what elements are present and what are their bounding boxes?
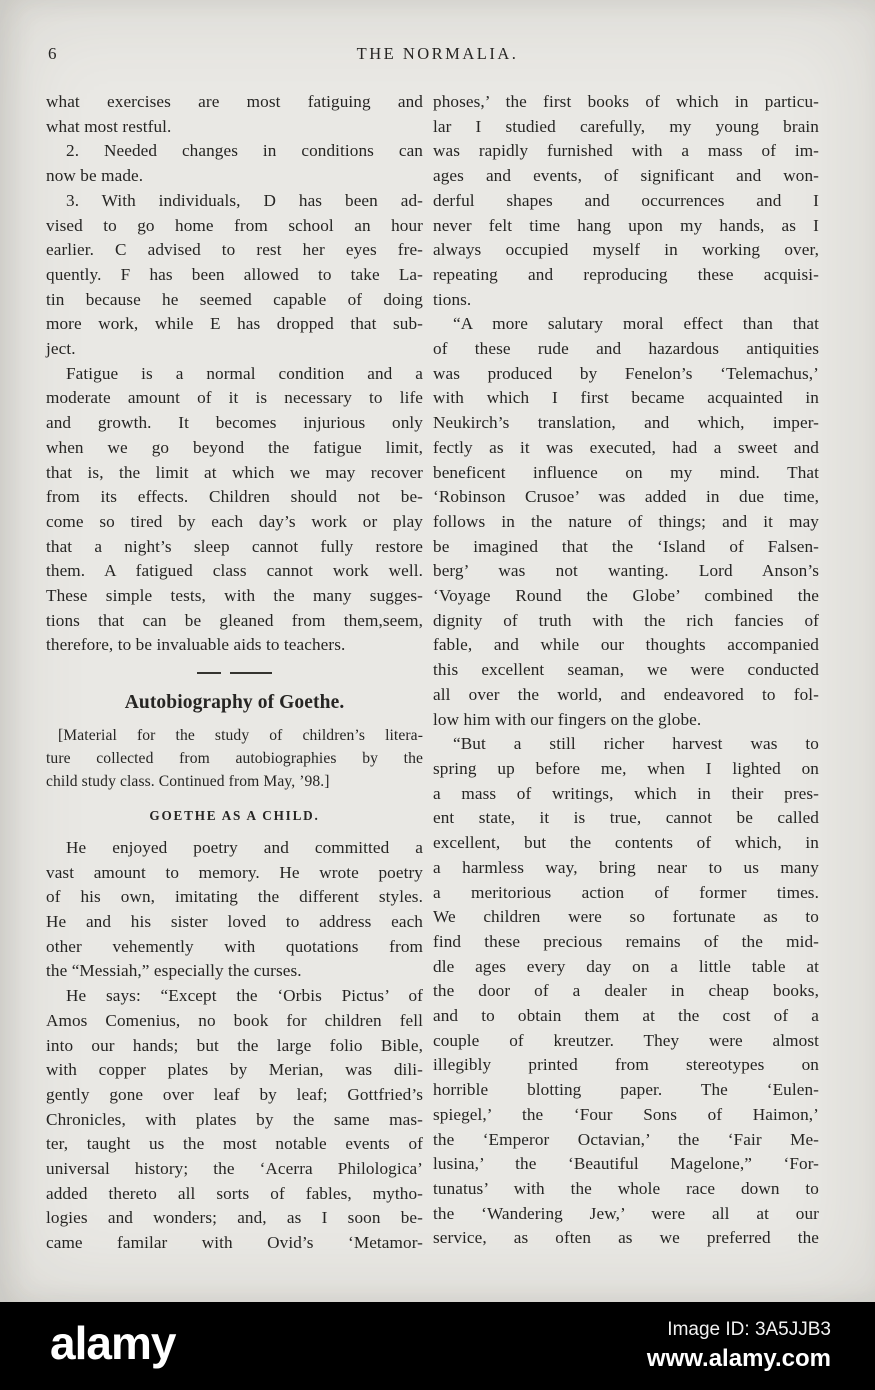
text-line: He enjoyed poetry and committed a — [66, 837, 423, 857]
text-line: 3. With individuals, D has been ad- — [66, 190, 423, 210]
image-id-text: Image ID: 3A5JJB3 — [667, 1319, 831, 1340]
text-line: ‘Voyage Round the Globe’ combined the — [433, 586, 819, 606]
text-line: was produced by Fenelon’s ‘Telemachus,’ — [433, 363, 819, 383]
text-line: ‘Robinson Crusoe’ was added in due time, — [433, 487, 819, 507]
text-line: dle ages every day on a little table at — [433, 956, 819, 976]
text-line: always occupied myself in working over, — [433, 240, 819, 260]
text-line: never felt time hang upon my hands, as I — [433, 215, 819, 235]
text-line: and growth. It becomes injurious only — [46, 413, 423, 433]
text-line: with which I first became acquainted in — [433, 388, 819, 408]
text-line: gently gone over leaf by leaf; Gottfried’s — [46, 1084, 423, 1104]
text-line: fectly as it was executed, had a sweet and — [433, 437, 819, 457]
text-line: service, as often as we preferred the — [433, 1228, 819, 1248]
text-line: repeating and reproducing these acquisi- — [433, 264, 819, 284]
text-line: ture collected from autobiographies by the — [46, 750, 423, 768]
text-line: We children were so fortunate as to — [433, 907, 819, 927]
text-line: therefore, to be invaluable aids to teachers. — [46, 635, 346, 655]
text-line: the ‘Wandering Jew,’ were all at our — [433, 1203, 819, 1223]
article-body-block — [46, 836, 423, 1256]
text-line: logies and wonders; and, as I soon be- — [46, 1208, 423, 1228]
text-line: come so tired by each day’s work or play — [46, 511, 423, 531]
text-line: earlier. C advised to rest her eyes fre- — [46, 240, 423, 260]
text-line: berg’ was not wanting. Lord Anson’s — [433, 561, 819, 581]
text-line: spring up before me, when I lighted on — [433, 758, 819, 778]
text-line: spiegel,’ the ‘Four Sons of Haimon,’ — [433, 1104, 819, 1124]
text-line: He and his sister loved to address each — [46, 911, 423, 931]
right-column — [433, 90, 819, 1256]
text-line: Amos Comenius, no book for children fell — [46, 1010, 423, 1030]
text-line: of his own, imitating the different styles. — [46, 887, 423, 907]
text-line: the “Messiah,” especially the curses. — [46, 961, 302, 981]
text-line: Fatigue is a normal condition and a — [66, 363, 423, 383]
text-line: of these rude and hazardous antiquities — [433, 339, 819, 359]
text-line: universal history; the ‘Acerra Philologica’ — [46, 1159, 423, 1179]
text-line: vast amount to memory. He wrote poetry — [46, 862, 423, 882]
text-line: all over the world, and endeavored to fol- — [433, 684, 819, 704]
text-line: Chronicles, with plates by the same mas- — [46, 1109, 423, 1129]
text-line: was rapidly furnished with a mass of im- — [433, 141, 819, 161]
text-line: when we go beyond the fatigue limit, — [46, 437, 423, 457]
watermark-info — [647, 1319, 831, 1373]
text-line: a harmless way, bring near to us many — [433, 857, 819, 877]
alamy-watermark-bar — [0, 1302, 875, 1390]
text-line: a meritorious action of former times. — [433, 882, 819, 902]
text-line: child study class. Continued from May, ’98.] — [46, 773, 330, 791]
text-line: that is, the limit at which we may recover — [46, 462, 423, 482]
alamy-url: www.alamy.com — [646, 1345, 831, 1372]
text-line: from its effects. Children should not be- — [46, 487, 423, 507]
text-line: “But a still richer harvest was to — [453, 734, 819, 754]
text-line: tunatus’ with the whole race down to — [433, 1178, 819, 1198]
text-line: ages and events, of significant and won- — [433, 166, 819, 186]
text-line: couple of kreutzer. They were almost — [433, 1030, 819, 1050]
page-number: 6 — [48, 44, 57, 63]
text-line: tin because he seemed capable of doing — [46, 289, 423, 309]
text-line: “A more salutary moral effect than that — [453, 314, 819, 334]
text-line: 2. Needed changes in conditions can — [66, 141, 423, 161]
text-line: more work, while E has dropped that sub- — [46, 314, 423, 334]
text-line: lar I studied carefully, my young brain — [433, 116, 819, 136]
text-line: what most restful. — [46, 116, 172, 136]
text-line: ter, taught us the most notable events of — [46, 1134, 423, 1154]
text-line: added thereto all sorts of fables, mytho- — [46, 1183, 423, 1203]
text-line: horrible blotting paper. The ‘Eulen- — [433, 1080, 819, 1100]
text-line: now be made. — [46, 166, 144, 186]
text-line: what exercises are most fatiguing and — [46, 92, 423, 111]
page-header — [0, 44, 875, 70]
text-columns — [46, 90, 819, 1256]
text-line: and to obtain them at the cost of a — [433, 1006, 819, 1026]
right-column-text-block — [433, 90, 819, 1251]
journal-title: THE NORMALIA. — [356, 44, 519, 63]
alamy-logo: alamy — [50, 1317, 176, 1369]
text-line: fable, and while our thoughts accompanied — [433, 635, 819, 655]
text-line: [Material for the study of children’s litera- — [58, 727, 423, 745]
text-line: Neukirch’s translation, and which, imper- — [433, 413, 819, 433]
text-line: other vehemently with quotations from — [46, 936, 423, 956]
text-line: excellent, but the contents of which, in — [433, 833, 819, 853]
text-line: dignity of truth with the rich fancies of — [433, 610, 819, 630]
section-divider — [46, 666, 423, 680]
article-title: Autobiography of Goethe. — [124, 692, 345, 714]
article-subheading: GOETHE AS A CHILD. — [149, 808, 320, 824]
text-line: ject. — [46, 339, 76, 359]
text-line: derful shapes and occurrences and I — [433, 190, 819, 210]
text-line: follows in the nature of things; and it may — [433, 511, 819, 531]
text-line: a mass of writings, which in their pres- — [433, 783, 819, 803]
left-column — [46, 90, 423, 1256]
text-line: with copper plates by Merian, was dili- — [46, 1060, 423, 1080]
left-column-text-block — [46, 90, 423, 658]
text-line: them. A fatigued class cannot work well. — [46, 561, 423, 581]
text-line: phoses,’ the first books of which in particu- — [433, 92, 819, 111]
text-line: this excellent seaman, we were conducted — [433, 660, 819, 680]
text-line: low him with our fingers on the globe. — [433, 709, 702, 729]
text-line: came familar with Ovid’s ‘Metamor- — [46, 1233, 423, 1253]
text-line: moderate amount of it is necessary to life — [46, 388, 423, 408]
text-line: find these precious remains of the mid- — [433, 931, 819, 951]
text-line: the door of a dealer in cheap books, — [433, 981, 819, 1001]
text-line: the ‘Emperor Octavian,’ the ‘Fair Me- — [433, 1129, 819, 1149]
text-line: vised to go home from school an hour — [46, 215, 423, 235]
text-line: be imagined that the ‘Island of Falsen- — [433, 536, 819, 556]
article-note — [46, 724, 423, 793]
text-line: into our hands; but the large folio Bible, — [46, 1035, 423, 1055]
text-line: tions that can be gleaned from them,seem, — [46, 610, 423, 630]
text-line: These simple tests, with the many sugges- — [46, 586, 423, 606]
text-line: He says: “Except the ‘Orbis Pictus’ of — [66, 986, 423, 1006]
text-line: tions. — [433, 289, 472, 309]
text-line: that a night’s sleep cannot fully restore — [46, 536, 423, 556]
text-line: lusina,’ the ‘Beautiful Magelone,” ‘For- — [433, 1154, 819, 1174]
text-line: quently. F has been allowed to take La- — [46, 264, 423, 284]
text-line: beneficent influence on my mind. That — [433, 462, 819, 482]
text-line: illegibly printed from stereotypes on — [433, 1055, 819, 1075]
text-line: ent state, it is true, cannot be called — [433, 808, 819, 828]
